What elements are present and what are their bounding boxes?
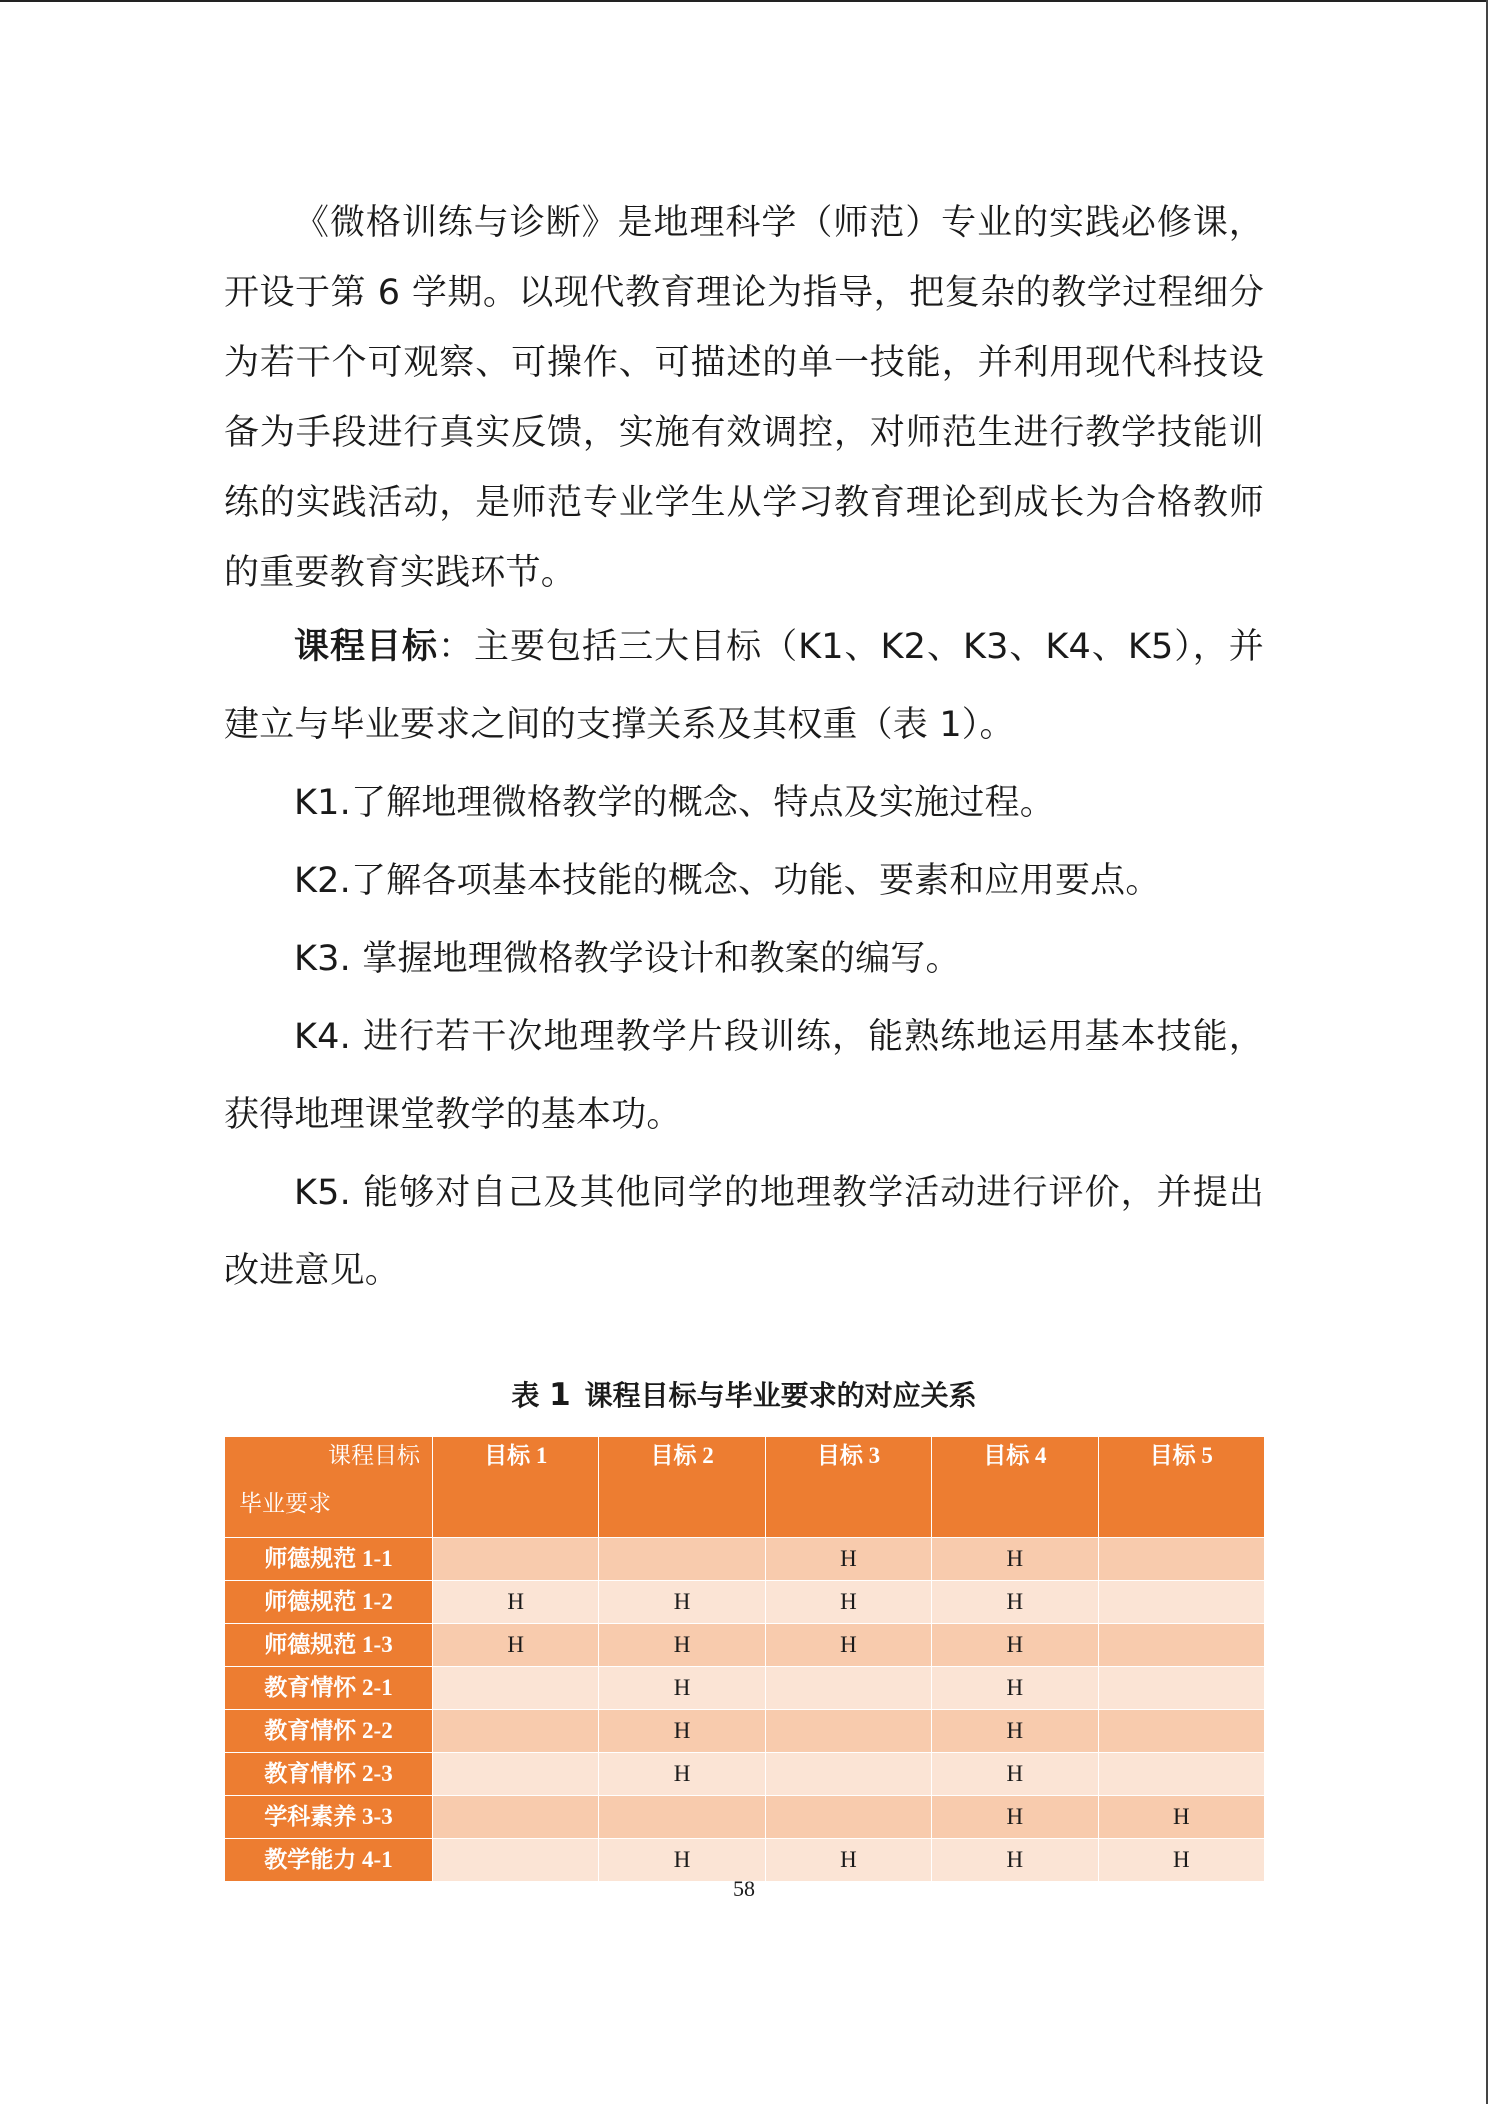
table-cell: H bbox=[765, 1538, 931, 1581]
table-row bbox=[225, 1667, 1265, 1710]
table-cell bbox=[433, 1710, 599, 1753]
table-cell: H bbox=[433, 1581, 599, 1624]
table-cell bbox=[765, 1796, 931, 1839]
goals-lead: 课程目标 bbox=[294, 627, 439, 667]
corner-label-requirements: 毕业要求 bbox=[239, 1491, 331, 1517]
goal-k1: K1.了解地理微格教学的概念、特点及实施过程。 bbox=[294, 783, 1055, 823]
intro-paragraph: 《微格训练与诊断》是地理科学（师范）专业的实践必修课，开设于第 6 学期。以现代教育理论为指导，把复杂的教学过程细分为若干个可观察、可操作、可描述的单一技能，并利用现代科技设备为手段进行真实反馈，实施有效调控，对师范生进行教学技能训练的实践活动，是师范专业学生从学习教育理论到成长为合格教师的重要教育实践环节。 bbox=[224, 203, 1264, 593]
row-label: 教学能力 4-1 bbox=[225, 1839, 433, 1882]
column-header: 目标 2 bbox=[599, 1437, 765, 1538]
row-label: 教育情怀 2-3 bbox=[225, 1753, 433, 1796]
column-header: 目标 3 bbox=[765, 1437, 931, 1538]
column-header: 目标 5 bbox=[1098, 1437, 1264, 1538]
table-cell bbox=[1098, 1710, 1264, 1753]
table-cell: H bbox=[599, 1710, 765, 1753]
table-cell: H bbox=[765, 1624, 931, 1667]
table-cell bbox=[765, 1710, 931, 1753]
goals-intro-text: ：主要包括三大目标（K1、K2、K3、K4、K5），并建立与毕业要求之间的支撑关系及其权重（表 1）。 bbox=[224, 627, 1264, 745]
table-cell: H bbox=[599, 1839, 765, 1882]
row-label: 教育情怀 2-1 bbox=[225, 1667, 433, 1710]
table-cell bbox=[1098, 1753, 1264, 1796]
table-cell: H bbox=[932, 1581, 1098, 1624]
table-cell: H bbox=[932, 1624, 1098, 1667]
table-row bbox=[225, 1710, 1265, 1753]
table-caption-number: 1 bbox=[549, 1377, 571, 1413]
table-cell bbox=[1098, 1667, 1264, 1710]
table-row bbox=[225, 1753, 1265, 1796]
table-cell bbox=[765, 1667, 931, 1710]
row-label: 教育情怀 2-2 bbox=[225, 1710, 433, 1753]
table-cell: H bbox=[932, 1796, 1098, 1839]
goal-k5: K5. 能够对自己及其他同学的地理教学活动进行评价，并提出改进意见。 bbox=[224, 1173, 1264, 1291]
row-label: 师德规范 1-1 bbox=[225, 1538, 433, 1581]
table-cell: H bbox=[1098, 1796, 1264, 1839]
goal-k2: K2.了解各项基本技能的概念、功能、要素和应用要点。 bbox=[294, 861, 1161, 901]
table-caption-prefix: 表 bbox=[511, 1379, 540, 1412]
table-cell: H bbox=[599, 1624, 765, 1667]
column-header: 目标 4 bbox=[932, 1437, 1098, 1538]
row-label: 师德规范 1-2 bbox=[225, 1581, 433, 1624]
table-cell bbox=[599, 1796, 765, 1839]
table-cell bbox=[1098, 1624, 1264, 1667]
goal-k4: K4. 进行若干次地理教学片段训练，能熟练地运用基本技能，获得地理课堂教学的基本功。 bbox=[224, 1017, 1264, 1135]
table-cell bbox=[433, 1538, 599, 1581]
goals-requirements-table bbox=[224, 1436, 1265, 1882]
table-body bbox=[225, 1538, 1265, 1882]
table-cell: H bbox=[932, 1753, 1098, 1796]
table-cell bbox=[1098, 1538, 1264, 1581]
table-cell: H bbox=[599, 1753, 765, 1796]
column-header: 目标 1 bbox=[433, 1437, 599, 1538]
table-cell: H bbox=[433, 1624, 599, 1667]
table-cell: H bbox=[599, 1581, 765, 1624]
table-caption-text: 课程目标与毕业要求的对应关系 bbox=[584, 1379, 977, 1412]
table-cell bbox=[433, 1796, 599, 1839]
table-cell bbox=[765, 1753, 931, 1796]
page-number: 58 bbox=[733, 1876, 755, 1901]
corner-label-goals: 课程目标 bbox=[328, 1443, 420, 1469]
table-row bbox=[225, 1538, 1265, 1581]
row-label: 学科素养 3-3 bbox=[225, 1796, 433, 1839]
table-cell: H bbox=[932, 1538, 1098, 1581]
table-row bbox=[225, 1624, 1265, 1667]
page-top-border bbox=[0, 0, 1488, 2]
table-row bbox=[225, 1581, 1265, 1624]
row-label: 师德规范 1-3 bbox=[225, 1624, 433, 1667]
goals-intro-paragraph bbox=[224, 608, 1264, 764]
table-cell: H bbox=[932, 1710, 1098, 1753]
table-caption bbox=[224, 1372, 1264, 1418]
table-cell: H bbox=[765, 1581, 931, 1624]
table-header-row bbox=[225, 1437, 1265, 1538]
table-corner-cell bbox=[225, 1437, 433, 1538]
table-cell bbox=[433, 1753, 599, 1796]
table-cell: H bbox=[599, 1667, 765, 1710]
table-cell: H bbox=[932, 1839, 1098, 1882]
table-cell bbox=[1098, 1581, 1264, 1624]
table-cell: H bbox=[932, 1667, 1098, 1710]
table-cell bbox=[433, 1667, 599, 1710]
table-cell bbox=[599, 1538, 765, 1581]
table-row bbox=[225, 1796, 1265, 1839]
table-cell: H bbox=[765, 1839, 931, 1882]
goal-k3: K3. 掌握地理微格教学设计和教案的编写。 bbox=[294, 939, 961, 979]
table-cell: H bbox=[1098, 1839, 1264, 1882]
document-body bbox=[224, 188, 1264, 1882]
